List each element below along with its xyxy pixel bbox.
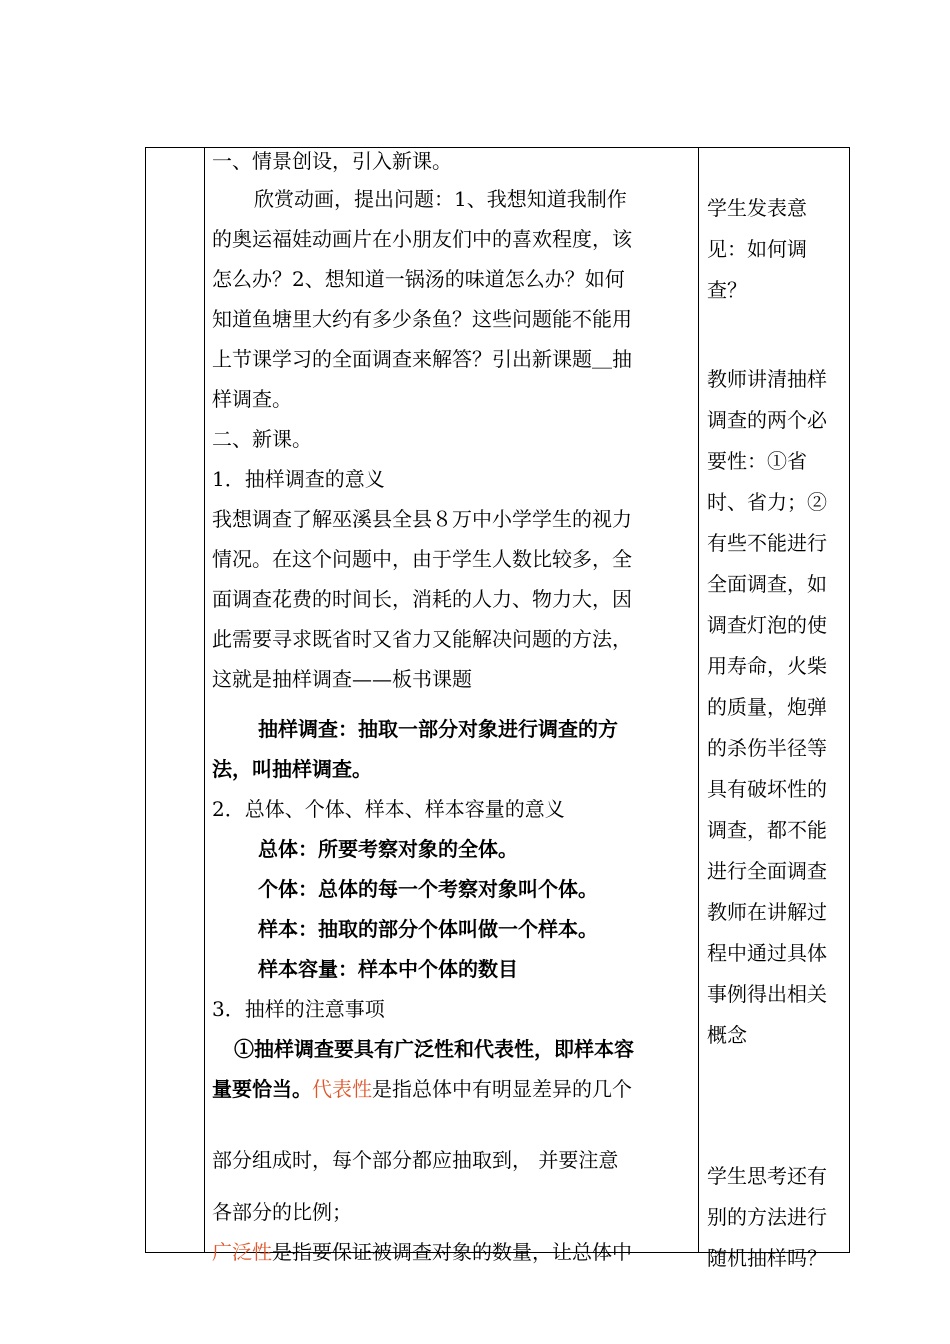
definition-line: 个体：总体的每一个考察对象叫个体。 (258, 877, 598, 901)
text-line: 面调查花费的时间长，消耗的人力、物力大，因 (212, 587, 632, 611)
side-text-line: 的质量，炮弹 (707, 695, 827, 719)
definition-line: 法，叫抽样调查。 (212, 757, 372, 781)
text-line: 各部分的比例； (212, 1200, 352, 1224)
side-text-line: 学生思考还有 (707, 1164, 827, 1188)
column-divider-1 (204, 147, 205, 1253)
side-text-line: 进行全面调查 (707, 859, 827, 883)
text-line: 欣赏动画，提出问题：1、我想知道我制作 (254, 187, 627, 211)
subsection-heading: 2．总体、个体、样本、样本容量的意义 (212, 797, 565, 821)
plain-text: 是指总体中有明显差异的几个 (372, 1077, 632, 1101)
column-divider-2 (698, 147, 699, 1253)
text-line: 怎么办？2、想知道一锅汤的味道怎么办？如何 (212, 267, 625, 291)
student-activity-column (707, 188, 845, 1298)
definition-line: 抽样调查：抽取一部分对象进行调查的方 (258, 717, 618, 741)
side-text-line: 调查的两个必 (707, 408, 827, 432)
side-text-line: 的杀伤半径等 (707, 736, 827, 760)
side-text-line: 概念 (707, 1023, 747, 1047)
text-line: 我想调查了解巫溪县全县８万中小学学生的视力 (212, 507, 632, 531)
side-text-line: 时、省力；② (707, 490, 827, 514)
definition-line: 样本：抽取的部分个体叫做一个样本。 (258, 917, 598, 941)
teaching-content-column (212, 145, 696, 1305)
definition-line: ①抽样调查要具有广泛性和代表性，即样本容 (234, 1037, 634, 1061)
side-text-line: 有些不能进行 (707, 531, 827, 555)
highlight-term: 代表性 (312, 1077, 372, 1101)
text-line: 情况。在这个问题中，由于学生人数比较多，全 (212, 547, 632, 571)
definition-line: 总体：所要考察对象的全体。 (258, 837, 518, 861)
side-text-line: 要性：①省 (707, 449, 807, 473)
side-text-line: 别的方法进行 (707, 1205, 827, 1229)
side-text-line: 具有破坏性的 (707, 777, 827, 801)
text-line: 此需要寻求既省时又省力又能解决问题的方法， (212, 627, 632, 651)
text-line: 部分组成时，每个部分都应抽取到， 并要注意 (212, 1148, 619, 1172)
text-line: 一、情景创设，引入新课。 (212, 149, 452, 173)
side-text-line: 教师讲清抽样 (707, 367, 827, 391)
text-line: 知道鱼塘里大约有多少条鱼？这些问题能不能用 (212, 307, 632, 331)
side-text-line: 教师在讲解过 (707, 900, 827, 924)
text-line: 上节课学习的全面调查来解答？引出新课题＿抽 (212, 347, 632, 371)
side-text-line: 随机抽样吗？ (707, 1246, 827, 1270)
side-text-line: 用寿命，火柴 (707, 654, 827, 678)
text-line (212, 1240, 632, 1264)
text-line: 这就是抽样调查——板书课题 (212, 667, 472, 691)
side-text-line: 调查灯泡的使 (707, 613, 827, 637)
bold-text: 量要恰当。 (212, 1077, 312, 1101)
text-line: 的奥运福娃动画片在小朋友们中的喜欢程度，该 (212, 227, 632, 251)
side-text-line: 事例得出相关 (707, 982, 827, 1006)
side-text-line: 见：如何调 (707, 237, 807, 261)
text-line: 样调查。 (212, 387, 292, 411)
highlight-term: 广泛性 (212, 1240, 272, 1264)
side-text-line: 程中通过具体 (707, 941, 827, 965)
side-text-line: 全面调查，如 (707, 572, 827, 596)
subsection-heading: 1．抽样调查的意义 (212, 467, 385, 491)
definition-line: 样本容量：样本中个体的数目 (258, 957, 518, 981)
plain-text: 是指要保证被调查对象的数量，让总体中 (272, 1240, 632, 1264)
section-heading: 二、新课。 (212, 427, 312, 451)
subsection-heading: 3．抽样的注意事项 (212, 997, 385, 1021)
side-text-line: 调查，都不能 (707, 818, 827, 842)
side-text-line: 学生发表意 (707, 196, 807, 220)
side-text-line: 查？ (707, 278, 747, 302)
text-line (212, 1077, 632, 1101)
